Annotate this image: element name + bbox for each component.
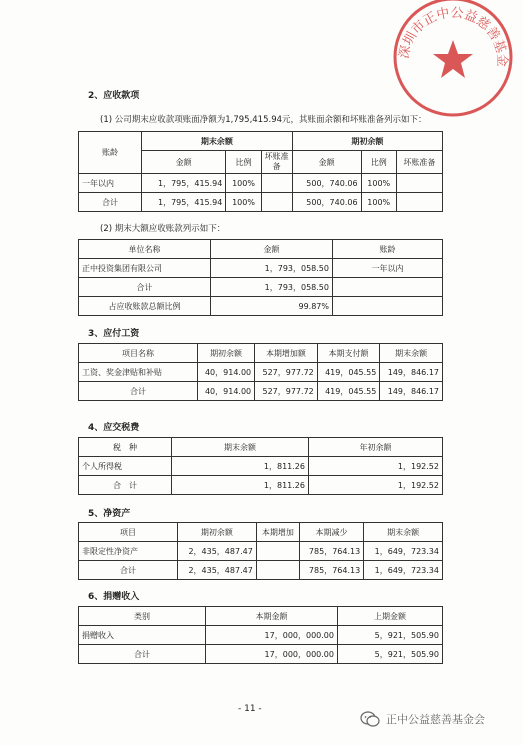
cell: 149，846.17 <box>380 363 443 382</box>
cell: 785，764.13 <box>299 542 363 561</box>
cell: 1，192.52 <box>309 476 443 495</box>
cell: 1，793，058.50 <box>211 259 333 278</box>
cell: 合计 <box>79 278 211 297</box>
cell <box>261 174 292 193</box>
header-cell: 期初余额 <box>178 523 257 542</box>
header-amount: 金额 <box>211 240 333 259</box>
cell: 个人所得税 <box>79 457 172 476</box>
table-row <box>79 561 443 580</box>
section-3-title: 3、应付工资 <box>88 329 140 339</box>
cell: 100% <box>361 174 396 193</box>
cell: 527，977.72 <box>255 363 318 382</box>
header-bad-debt-2: 坏账准备 <box>396 151 442 174</box>
header-begin-balance: 期初余额 <box>292 132 442 151</box>
wechat-icon <box>360 711 380 727</box>
header-cell: 本期增加额 <box>255 344 318 363</box>
cell: 100% <box>226 174 261 193</box>
header-end-balance: 期末余额 <box>142 132 293 151</box>
cell: 17，000，000.00 <box>206 626 338 645</box>
table-row <box>79 382 443 401</box>
watermark-text: 正中公益慈善基金会 <box>386 713 485 726</box>
header-cell: 本期支付额 <box>317 344 380 363</box>
table-row <box>79 174 443 193</box>
header-cell: 税 种 <box>79 438 172 457</box>
cell <box>396 193 442 212</box>
cell: 非限定性净资产 <box>79 542 178 561</box>
cell: 2，435，487.47 <box>178 542 257 561</box>
table-row <box>79 542 443 561</box>
header-cell: 项目 <box>79 523 178 542</box>
cell: 合计 <box>79 193 142 212</box>
table-row <box>79 278 443 297</box>
cell: 785，764.13 <box>299 561 363 580</box>
cell: 1，192.52 <box>309 457 443 476</box>
header-aging: 账龄 <box>79 132 142 174</box>
cell: 正中投资集团有限公司 <box>79 259 211 278</box>
cell: 1，795，415.94 <box>142 174 226 193</box>
header-amount-2: 金额 <box>292 151 361 174</box>
cell: 99.87% <box>211 297 333 316</box>
section-2-title: 2、应收款项 <box>88 91 140 101</box>
table-row <box>79 626 443 645</box>
watermark <box>360 711 485 727</box>
cell: 合计 <box>79 382 198 401</box>
section-2-para-1: (1) 公司期末应收款项账面净额为1,795,415.94元，其账面余额和坏账准备列示如下： <box>100 115 427 125</box>
cell: 5，921，505.90 <box>338 645 443 664</box>
cell: 1，793，058.50 <box>211 278 333 297</box>
cell: 419，045.55 <box>317 382 380 401</box>
cell: 合计 <box>79 561 178 580</box>
cell: 149，846.17 <box>380 382 443 401</box>
header-cell: 上期金额 <box>338 607 443 626</box>
cell: 17，000，000.00 <box>206 645 338 664</box>
table-row <box>79 476 443 495</box>
table-row <box>79 645 443 664</box>
header-cell: 期末余额 <box>172 438 309 457</box>
cell: 捐赠收入 <box>79 626 206 645</box>
cell: 1，811.26 <box>172 457 309 476</box>
cell <box>396 174 442 193</box>
header-cell: 期初余额 <box>198 344 255 363</box>
net-assets-table <box>78 522 443 580</box>
large-receivables-table <box>78 239 443 316</box>
header-aging: 账龄 <box>333 240 443 259</box>
receivables-table <box>78 131 443 212</box>
foundation-seal <box>388 0 518 122</box>
cell: 合 计 <box>79 476 172 495</box>
header-ratio: 比例 <box>226 151 261 174</box>
cell: 527，977.72 <box>255 382 318 401</box>
table-row <box>79 363 443 382</box>
cell <box>256 561 299 580</box>
cell: 合计 <box>79 645 206 664</box>
cell: 40，914.00 <box>198 382 255 401</box>
cell: 1，811.26 <box>172 476 309 495</box>
cell <box>256 542 299 561</box>
header-amount: 金额 <box>142 151 226 174</box>
header-unit: 单位名称 <box>79 240 211 259</box>
cell: 1，795，415.94 <box>142 193 226 212</box>
cell: 40，914.00 <box>198 363 255 382</box>
cell: 工资、奖金津贴和补贴 <box>79 363 198 382</box>
cell: 2，435，487.47 <box>178 561 257 580</box>
header-cell: 期末余额 <box>380 344 443 363</box>
cell <box>333 278 443 297</box>
table-row <box>79 193 443 212</box>
taxes-payable-table <box>78 437 443 495</box>
cell: 500，740.06 <box>292 193 361 212</box>
header-cell: 项目名称 <box>79 344 198 363</box>
cell <box>261 193 292 212</box>
header-cell: 本期减少 <box>299 523 363 542</box>
cell: 100% <box>226 193 261 212</box>
cell <box>333 297 443 316</box>
section-2-para-2: (2) 期末大额应收账款列示如下： <box>100 224 226 234</box>
payable-wages-table <box>78 343 443 401</box>
cell: 1，649，723.34 <box>364 561 443 580</box>
header-cell: 年初余额 <box>309 438 443 457</box>
header-cell: 本期增加 <box>256 523 299 542</box>
table-row <box>79 259 443 278</box>
svg-text:深圳市正中公益慈善基金会: 深圳市正中公益慈善基金 <box>396 5 510 68</box>
page-number: - 11 - <box>238 704 262 714</box>
cell: 100% <box>361 193 396 212</box>
section-6-title: 6、捐赠收入 <box>88 592 140 602</box>
cell: 一年以内 <box>79 174 142 193</box>
header-bad-debt: 坏账准备 <box>261 151 292 174</box>
cell: 占应收账款总额比例 <box>79 297 211 316</box>
header-cell: 期末余额 <box>364 523 443 542</box>
header-cell: 类别 <box>79 607 206 626</box>
table-row <box>79 457 443 476</box>
table-row <box>79 297 443 316</box>
header-ratio-2: 比例 <box>361 151 396 174</box>
section-5-title: 5、净资产 <box>88 509 131 519</box>
cell: 500，740.06 <box>292 174 361 193</box>
section-4-title: 4、应交税费 <box>88 423 140 433</box>
donation-income-table <box>78 606 443 664</box>
cell: 419，045.55 <box>317 363 380 382</box>
cell: 1，649，723.34 <box>364 542 443 561</box>
header-cell: 本期金额 <box>206 607 338 626</box>
cell: 一年以内 <box>333 259 443 278</box>
cell: 5，921，505.90 <box>338 626 443 645</box>
